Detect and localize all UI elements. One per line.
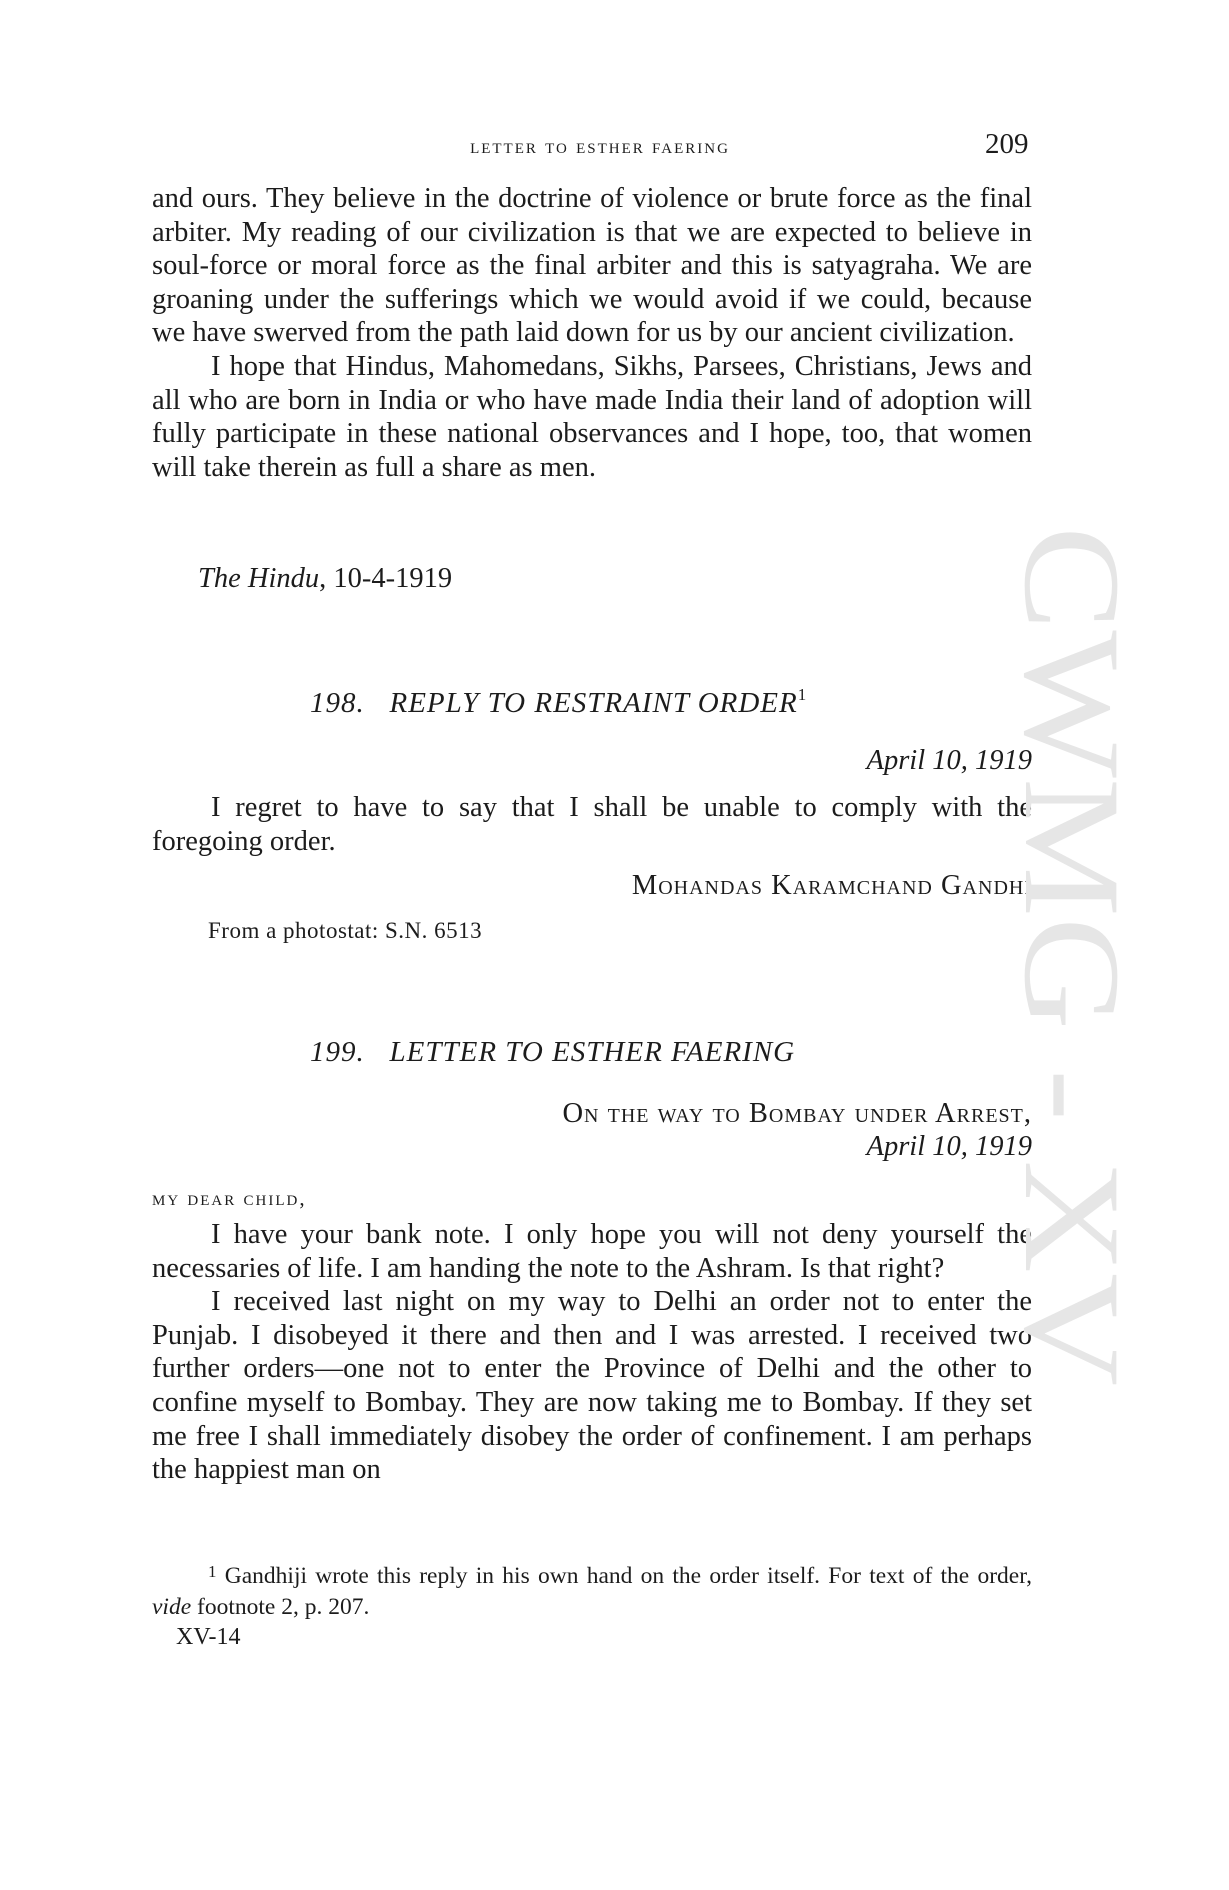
signature-mark: XV-14 — [176, 1624, 241, 1650]
document-date: April 10, 1919 — [866, 745, 1032, 776]
letter-place: On the way to Bombay under Arrest, — [562, 1098, 1032, 1129]
document-date: April 10, 1919 — [866, 1131, 1032, 1162]
salutation: my dear child, — [152, 1186, 307, 1210]
signature: Mohandas Karamchand Gandhi — [631, 870, 1032, 901]
document-title: LETTER TO ESTHER FAERING — [389, 1036, 796, 1068]
watermark-text: CWMG - XV — [996, 526, 1149, 1285]
footnote-mark: 1 — [208, 1562, 217, 1581]
paragraph: I received last night on my way to Delhi an order not to enter the Punjab. I disobeyed it there and then and I was arrested. I received two further orders—one not to enter the Province of Delhi and the other to confine myself to Bombay. They are now taking me to Bombay. If they set me free I shall immediately disobey the order of confinement. I am perhaps the happiest man on — [152, 1286, 1032, 1486]
source-citation — [198, 563, 452, 595]
source-date: , 10-4-1919 — [319, 563, 453, 594]
document-title: REPLY TO RESTRAINT ORDER — [389, 687, 798, 719]
document-heading-199 — [310, 1036, 795, 1069]
footnote — [152, 1556, 1032, 1623]
source-citation: From a photostat: S.N. 6513 — [208, 918, 483, 943]
footnote-text-end: footnote 2, p. 207. — [191, 1594, 370, 1620]
paragraph: I have your bank note. I only hope you will not deny yourself the necessaries of life. I am handing the note to the Ashram. Is that right? — [152, 1219, 1032, 1284]
paragraph: I hope that Hindus, Mahomedans, Sikhs, Parsees, Christians, Jews and all who are born in India or who have made India their land of adoption will fully participate in these national observances and I hope, too, that women will take therein as full a share as men. — [152, 350, 1032, 483]
reply-body — [152, 791, 1032, 858]
page-number: 209 — [985, 128, 1029, 160]
letter-body — [152, 1218, 1032, 1487]
footnote-reference: 1 — [797, 685, 808, 704]
footnote-text: Gandhiji wrote this reply in his own hand on the order itself. For text of the order, — [224, 1563, 1033, 1589]
document-number: 198. — [310, 687, 365, 719]
running-title: letter to esther faering — [470, 134, 730, 158]
paragraph: and ours. They believe in the doctrine of violence or brute force as the final arbiter. My reading of our civilization is that we are expected to believe in soul-force or moral force as the final arbiter and this is satyagraha. We are groaning under the sufferings which we would avoid if we could, because we have swerved from the path laid down for us by our ancient civilization. — [152, 183, 1032, 349]
document-number: 199. — [310, 1036, 365, 1068]
footnote-vide: vide — [152, 1594, 192, 1620]
document-heading-198 — [310, 685, 807, 720]
source-title: The Hindu — [198, 563, 320, 594]
paragraph: I regret to have to say that I shall be unable to comply with the foregoing order. — [152, 792, 1032, 857]
continued-text — [152, 182, 1032, 484]
